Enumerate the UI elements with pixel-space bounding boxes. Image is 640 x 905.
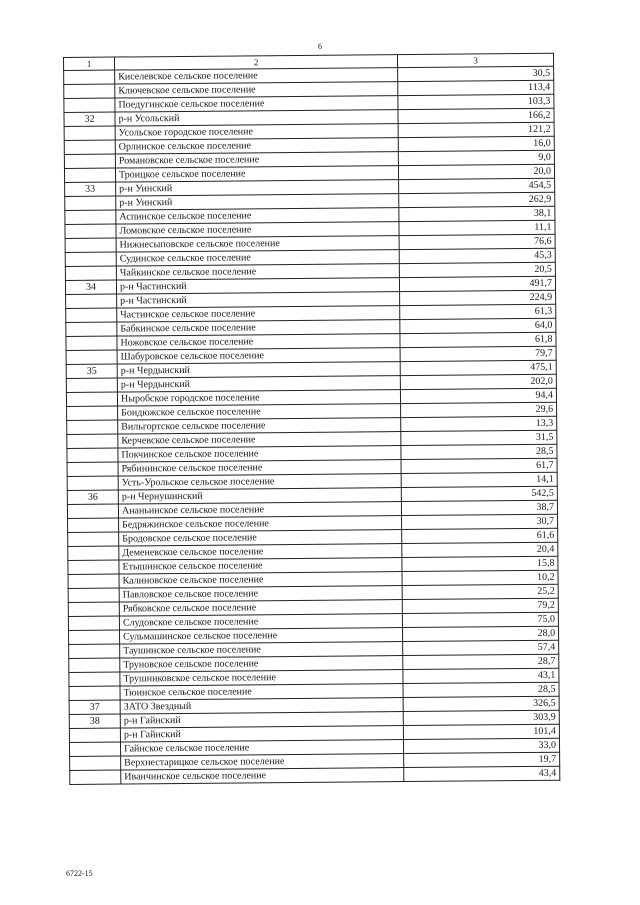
row-number-cell [67, 434, 118, 448]
settlement-name-cell: Романовское сельское поселение [115, 152, 398, 168]
value-cell: 29,6 [401, 402, 557, 417]
value-cell: 28,5 [401, 444, 557, 459]
row-number-cell [68, 560, 119, 574]
row-number-cell [65, 238, 116, 252]
row-number-cell [64, 168, 115, 182]
row-number-cell [64, 70, 115, 84]
settlement-name-cell: р-н Чердынский [117, 376, 400, 392]
row-number-cell [66, 308, 117, 322]
value-cell: 45,3 [399, 248, 555, 263]
row-number-cell [65, 266, 116, 280]
settlement-name-cell: Чайкинское сельское поселение [116, 264, 399, 280]
settlement-name-cell: р-н Чердынский [117, 362, 400, 378]
row-number-cell [66, 392, 117, 406]
settlement-name-cell: р-н Уинский [116, 194, 399, 210]
settlement-name-cell: р-н Гайнский [120, 712, 403, 728]
value-cell: 103,3 [398, 94, 554, 109]
settlement-name-cell: Ключевское сельское поселение [115, 82, 398, 98]
settlement-name-cell: Сульмашинское сельское поселение [120, 628, 403, 644]
row-number-cell [66, 378, 117, 392]
settlement-name-cell: р-н Усольский [115, 110, 398, 126]
row-number-cell [68, 546, 119, 560]
row-number-cell [66, 336, 117, 350]
row-number-cell [68, 518, 119, 532]
value-cell: 57,4 [403, 640, 559, 655]
value-cell: 20,5 [399, 262, 555, 277]
value-cell: 79,7 [400, 346, 556, 361]
settlement-name-cell: Ножовское сельское поселение [117, 334, 400, 350]
row-number-cell [68, 602, 119, 616]
value-cell: 79,2 [402, 598, 558, 613]
data-table [63, 53, 560, 785]
value-cell: 113,4 [398, 80, 554, 95]
settlement-name-cell: Вильгортское сельское поселение [118, 418, 401, 434]
value-cell: 19,7 [404, 752, 560, 767]
value-cell: 30,5 [398, 66, 554, 81]
settlement-name-cell: Бондюжское сельское поселение [118, 404, 401, 420]
settlement-name-cell: Тюинское сельское поселение [120, 684, 403, 700]
value-cell: 38,7 [401, 500, 557, 515]
row-number-cell [64, 140, 115, 154]
value-cell: 14,1 [401, 472, 557, 487]
settlement-name-cell: Поедугинское сельское поселение [115, 96, 398, 112]
column-header-2: 2 [115, 55, 398, 70]
value-cell: 38,1 [399, 206, 555, 221]
settlement-name-cell: Аспинское сельское поселение [116, 208, 399, 224]
row-number-cell [66, 350, 117, 364]
row-number-cell [67, 406, 118, 420]
row-number-cell [64, 126, 115, 140]
row-number-cell [64, 154, 115, 168]
settlement-name-cell: Ныробское городское поселение [117, 390, 400, 406]
settlement-name-cell: Усольское городское поселение [115, 124, 398, 140]
value-cell: 25,2 [402, 584, 558, 599]
settlement-name-cell: Нижнесыповское сельское поселение [116, 236, 399, 252]
value-cell: 166,2 [398, 108, 554, 123]
document-code: 6722-15 [66, 869, 93, 878]
row-number-cell [69, 630, 120, 644]
settlement-name-cell: Верхнестарицкое сельское поселение [121, 754, 404, 770]
row-number-cell [67, 504, 118, 518]
value-cell: 491,7 [399, 276, 555, 291]
value-cell: 303,9 [403, 710, 559, 725]
value-cell: 28,7 [403, 654, 559, 669]
row-number-cell [69, 742, 120, 756]
settlement-name-cell: Деменевское сельское поселение [119, 544, 402, 560]
column-header-3: 3 [397, 53, 553, 67]
value-cell: 31,5 [401, 430, 557, 445]
row-number-cell [66, 322, 117, 336]
value-cell: 64,0 [400, 318, 556, 333]
value-cell: 15,8 [402, 556, 558, 571]
row-number-cell [68, 574, 119, 588]
settlement-name-cell: р-н Частинский [116, 278, 399, 294]
settlement-name-cell: Павловское сельское поселение [119, 586, 402, 602]
value-cell: 13,3 [401, 416, 557, 431]
row-number-cell [67, 420, 118, 434]
row-number-cell [64, 98, 115, 112]
row-number-cell [67, 462, 118, 476]
settlement-name-cell: Частинское сельское поселение [117, 306, 400, 322]
row-number-cell [65, 210, 116, 224]
settlement-name-cell: Троицкое сельское поселение [115, 166, 398, 182]
row-number-cell: 34 [65, 280, 116, 294]
value-cell: 76,6 [399, 234, 555, 249]
settlement-name-cell: Орлинское сельское поселение [115, 138, 398, 154]
value-cell: 28,0 [402, 626, 558, 641]
row-number-cell [67, 448, 118, 462]
value-cell: 94,4 [400, 388, 556, 403]
settlement-name-cell: р-н Частинский [117, 292, 400, 308]
row-number-cell: 38 [69, 714, 120, 728]
settlement-name-cell: Ананьинское сельское поселение [118, 502, 401, 518]
row-number-cell [70, 756, 121, 770]
value-cell: 43,1 [403, 668, 559, 683]
row-number-cell: 36 [67, 490, 118, 504]
value-cell: 20,0 [398, 164, 554, 179]
value-cell: 75,0 [402, 612, 558, 627]
row-number-cell [70, 770, 121, 784]
settlement-name-cell: Ломовское сельское поселение [116, 222, 399, 238]
settlement-name-cell: Покчинское сельское поселение [118, 446, 401, 462]
settlement-name-cell: Гайнское сельское поселение [120, 740, 403, 756]
row-number-cell [68, 532, 119, 546]
value-cell: 61,7 [401, 458, 557, 473]
settlement-name-cell: Рябининское сельское поселение [118, 460, 401, 476]
row-number-cell [65, 224, 116, 238]
row-number-cell [64, 84, 115, 98]
value-cell: 43,4 [404, 766, 560, 781]
row-number-cell: 33 [65, 182, 116, 196]
value-cell: 61,6 [402, 528, 558, 543]
value-cell: 202,0 [400, 374, 556, 389]
settlement-name-cell: р-н Чернушинский [118, 488, 401, 504]
value-cell: 121,2 [398, 122, 554, 137]
row-number-cell [68, 616, 119, 630]
value-cell: 542,5 [401, 486, 557, 501]
settlement-name-cell: Керчевское сельское поселение [118, 432, 401, 448]
row-number-cell [68, 588, 119, 602]
value-cell: 454,5 [399, 178, 555, 193]
row-number-cell [69, 658, 120, 672]
row-number-cell [65, 252, 116, 266]
settlement-name-cell: Труновское сельское поселение [120, 656, 403, 672]
settlement-name-cell: Таушинское сельское поселение [120, 642, 403, 658]
value-cell: 9,0 [398, 150, 554, 165]
row-number-cell [67, 476, 118, 490]
value-cell: 30,7 [402, 514, 558, 529]
settlement-name-cell: Калиновское сельское поселение [119, 572, 402, 588]
settlement-name-cell: р-н Гайнский [120, 726, 403, 742]
row-number-cell [66, 294, 117, 308]
value-cell: 11,1 [399, 220, 555, 235]
settlement-name-cell: р-н Уинский [116, 180, 399, 196]
settlement-name-cell: Слудовское сельское поселение [119, 614, 402, 630]
settlement-name-cell: ЗАТО Звездный [120, 698, 403, 714]
settlement-name-cell: Бедряжинское сельское поселение [119, 516, 402, 532]
row-number-cell [69, 728, 120, 742]
value-cell: 20,4 [402, 542, 558, 557]
settlement-name-cell: Иванчинское сельское поселение [121, 768, 404, 784]
settlement-name-cell: Бабкинское сельское поселение [117, 320, 400, 336]
settlement-name-cell: Трушниковское сельское поселение [120, 670, 403, 686]
row-number-cell: 35 [66, 364, 117, 378]
value-cell: 262,9 [399, 192, 555, 207]
value-cell: 16,0 [398, 136, 554, 151]
value-cell: 28,5 [403, 682, 559, 697]
value-cell: 33,0 [403, 738, 559, 753]
row-number-cell [69, 672, 120, 686]
settlement-name-cell: Етышинское сельское поселение [119, 558, 402, 574]
settlement-name-cell: Судинское сельское поселение [116, 250, 399, 266]
row-number-cell [65, 196, 116, 210]
row-number-cell [69, 686, 120, 700]
row-number-cell: 37 [69, 700, 120, 714]
value-cell: 101,4 [403, 724, 559, 739]
settlement-name-cell: Киселевское сельское поселение [115, 68, 398, 84]
page-number: 6 [318, 42, 322, 51]
row-number-cell: 32 [64, 112, 115, 126]
settlement-name-cell: Шабуровское сельское поселение [117, 348, 400, 364]
value-cell: 475,1 [400, 360, 556, 375]
value-cell: 326,5 [403, 696, 559, 711]
value-cell: 61,8 [400, 332, 556, 347]
settlement-name-cell: Рябковское сельское поселение [119, 600, 402, 616]
value-cell: 61,3 [400, 304, 556, 319]
value-cell: 10,2 [402, 570, 558, 585]
settlement-name-cell: Усть-Урольское сельское поселение [118, 474, 401, 490]
column-header-1: 1 [64, 57, 115, 70]
value-cell: 224,9 [400, 290, 556, 305]
row-number-cell [69, 644, 120, 658]
settlement-name-cell: Бродовское сельское поселение [119, 530, 402, 546]
